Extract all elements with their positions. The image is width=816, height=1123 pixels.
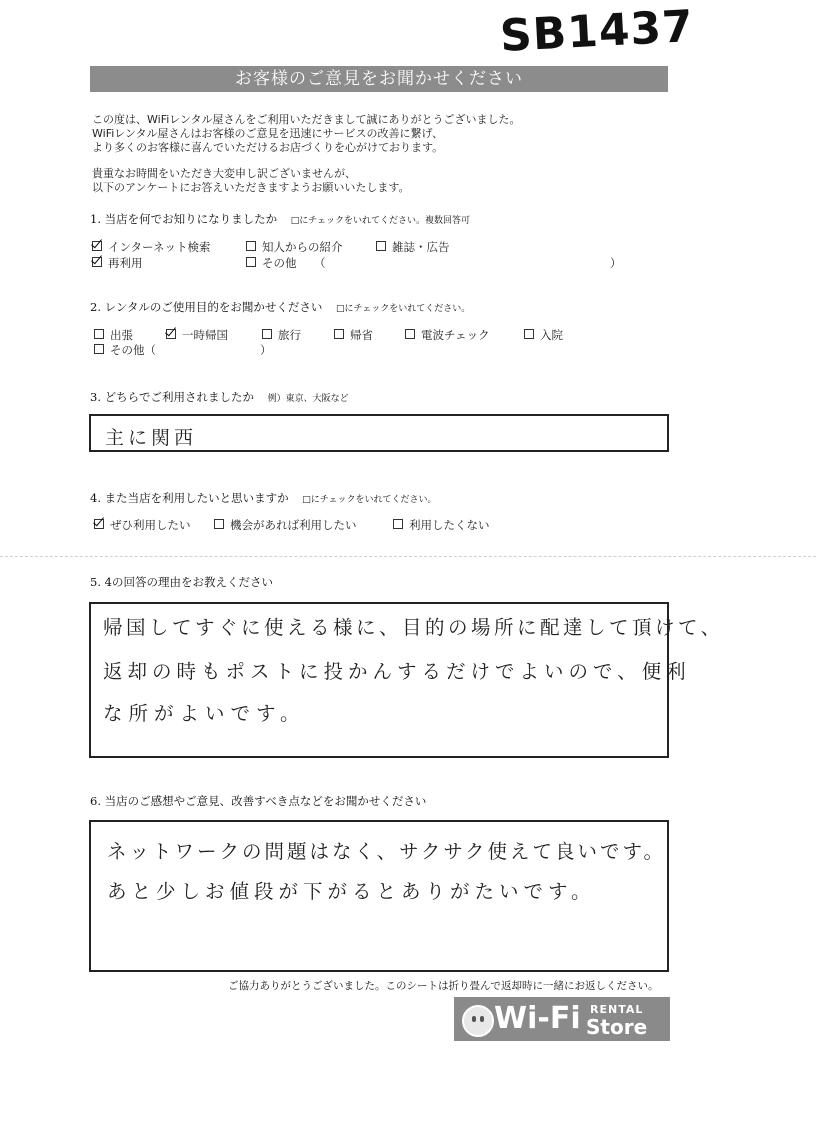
q2-option-label: 一時帰国 bbox=[182, 328, 228, 342]
q1-note: □にチェックをいれてください。複数回答可 bbox=[290, 216, 471, 226]
q2-other-close-paren: ） bbox=[260, 343, 272, 357]
q5-answer-box[interactable] bbox=[89, 602, 724, 758]
q2-option-homecoming[interactable] bbox=[334, 327, 373, 343]
q3-answer-text: 主に関西 bbox=[105, 427, 198, 449]
q1-heading bbox=[90, 211, 470, 227]
checkbox-icon[interactable] bbox=[524, 329, 534, 339]
q6-answer-line-1: ネットワークの問題はなく、サクサク使えて良いです。 bbox=[107, 840, 666, 863]
q1-option-magazine[interactable] bbox=[376, 239, 450, 255]
intro-line-3: より多くのお客様に喜んでいただけるお店づくりを心がけております。 bbox=[92, 141, 444, 154]
checkbox-checked-icon[interactable] bbox=[94, 519, 104, 529]
q1-option-internet[interactable] bbox=[92, 239, 210, 255]
q4-heading bbox=[90, 490, 437, 506]
checkbox-icon[interactable] bbox=[262, 329, 272, 339]
checkbox-icon[interactable] bbox=[376, 241, 386, 251]
q1-other-close-paren: ） bbox=[610, 256, 622, 270]
q4-option-no[interactable] bbox=[393, 517, 490, 533]
checkbox-icon[interactable] bbox=[405, 329, 415, 339]
q4-title: 4. また当店を利用したいと思いますか bbox=[90, 491, 289, 505]
q4-option-definitely[interactable] bbox=[94, 517, 191, 533]
q3-note: 例）東京、大阪など bbox=[267, 394, 349, 404]
fold-line bbox=[0, 556, 816, 557]
q2-option-label: 出張 bbox=[110, 328, 133, 342]
q6-title: 6. 当店のご感想やご意見、改善すべき点などをお聞かせください bbox=[90, 794, 427, 808]
q2-option-label: その他（ bbox=[110, 343, 156, 357]
q5-heading bbox=[90, 574, 273, 590]
q1-option-label: インターネット検索 bbox=[108, 240, 211, 254]
q1-option-label: その他 bbox=[262, 256, 297, 270]
footer-note: ご協力ありがとうございました。このシートは折り畳んで返却時に一緒にお返しください。 bbox=[228, 980, 659, 992]
q4-option-label: 利用したくない bbox=[409, 518, 490, 532]
mascot-face-icon bbox=[462, 1005, 494, 1037]
checkbox-icon[interactable] bbox=[334, 329, 344, 339]
intro-line-4: 貴重なお時間をいただき大変申し訳ございませんが、 bbox=[92, 167, 356, 180]
wifi-rental-store-logo bbox=[454, 997, 670, 1041]
intro-line-2: WiFiレンタル屋さんはお客様のご意見を迅速にサービスの改善に繋げ、 bbox=[92, 127, 444, 140]
logo-rental-text: RENTAL bbox=[590, 1003, 644, 1016]
q4-option-label: 機会があれば利用したい bbox=[230, 518, 357, 532]
q6-answer-line-2: あと少しお値段が下がるとありがたいです。 bbox=[107, 880, 596, 903]
q1-option-label: 再利用 bbox=[108, 256, 143, 270]
q1-option-label: 知人からの紹介 bbox=[262, 240, 343, 254]
q2-option-label: 電波チェック bbox=[421, 328, 490, 342]
q2-heading bbox=[90, 299, 470, 315]
q2-option-business[interactable] bbox=[94, 327, 133, 343]
q2-option-signal-check[interactable] bbox=[405, 327, 490, 343]
q5-title: 5. 4の回答の理由をお教えください bbox=[90, 575, 273, 589]
q4-option-maybe[interactable] bbox=[214, 517, 357, 533]
checkbox-icon[interactable] bbox=[246, 241, 256, 251]
sheet-code: SB1437 bbox=[498, 0, 695, 63]
q2-option-hospital[interactable] bbox=[524, 327, 563, 343]
checkbox-icon[interactable] bbox=[214, 519, 224, 529]
checkbox-checked-icon[interactable] bbox=[166, 329, 176, 339]
logo-wifi-text: Wi-Fi bbox=[494, 1001, 581, 1036]
q2-option-label: 旅行 bbox=[278, 328, 301, 342]
checkbox-icon[interactable] bbox=[94, 329, 104, 339]
q2-option-label: 帰省 bbox=[350, 328, 373, 342]
q3-heading bbox=[90, 389, 349, 405]
q2-option-other[interactable] bbox=[94, 342, 156, 358]
checkbox-icon[interactable] bbox=[246, 257, 256, 267]
logo-store-text: Store bbox=[586, 1015, 648, 1039]
intro-line-1: この度は、WiFiレンタル屋さんをご利用いただきまして誠にありがとうございました。 bbox=[92, 113, 521, 126]
q1-option-other[interactable] bbox=[246, 255, 297, 271]
q1-option-reuse[interactable] bbox=[92, 255, 143, 271]
q4-note: □にチェックをいれてください。 bbox=[302, 495, 437, 505]
q2-option-temp-return[interactable] bbox=[166, 327, 228, 343]
q2-option-travel[interactable] bbox=[262, 327, 301, 343]
q1-title: 1. 当店を何でお知りになりましたか bbox=[90, 212, 278, 226]
q2-title: 2. レンタルのご使用目的をお聞かせください bbox=[90, 300, 323, 314]
q2-option-label: 入院 bbox=[540, 328, 563, 342]
q5-answer-line-2: 返却の時もポストに投かんするだけでよいので、便利 bbox=[103, 660, 691, 683]
checkbox-checked-icon[interactable] bbox=[92, 241, 102, 251]
q6-heading bbox=[90, 793, 426, 809]
q1-other-open-paren: （ bbox=[314, 256, 326, 270]
q3-answer-box[interactable] bbox=[89, 414, 669, 452]
q1-option-label: 雑誌・広告 bbox=[392, 240, 450, 254]
q1-option-friend[interactable] bbox=[246, 239, 343, 255]
q6-answer-box[interactable] bbox=[89, 820, 669, 972]
q5-answer-line-3: な所がよいです。 bbox=[103, 702, 306, 725]
q3-title: 3. どちらでご利用されましたか bbox=[90, 390, 255, 404]
survey-title: お客様のご意見をお聞かせください bbox=[90, 66, 668, 92]
q5-answer-line-1: 帰国してすぐに使える様に、目的の場所に配達して頂けて、 bbox=[103, 616, 724, 639]
q2-note: □にチェックをいれてください。 bbox=[336, 304, 471, 314]
checkbox-checked-icon[interactable] bbox=[92, 257, 102, 267]
checkbox-icon[interactable] bbox=[94, 344, 104, 354]
intro-line-5: 以下のアンケートにお答えいただきますようお願いいたします。 bbox=[92, 181, 410, 194]
checkbox-icon[interactable] bbox=[393, 519, 403, 529]
q4-option-label: ぜひ利用したい bbox=[110, 518, 191, 532]
